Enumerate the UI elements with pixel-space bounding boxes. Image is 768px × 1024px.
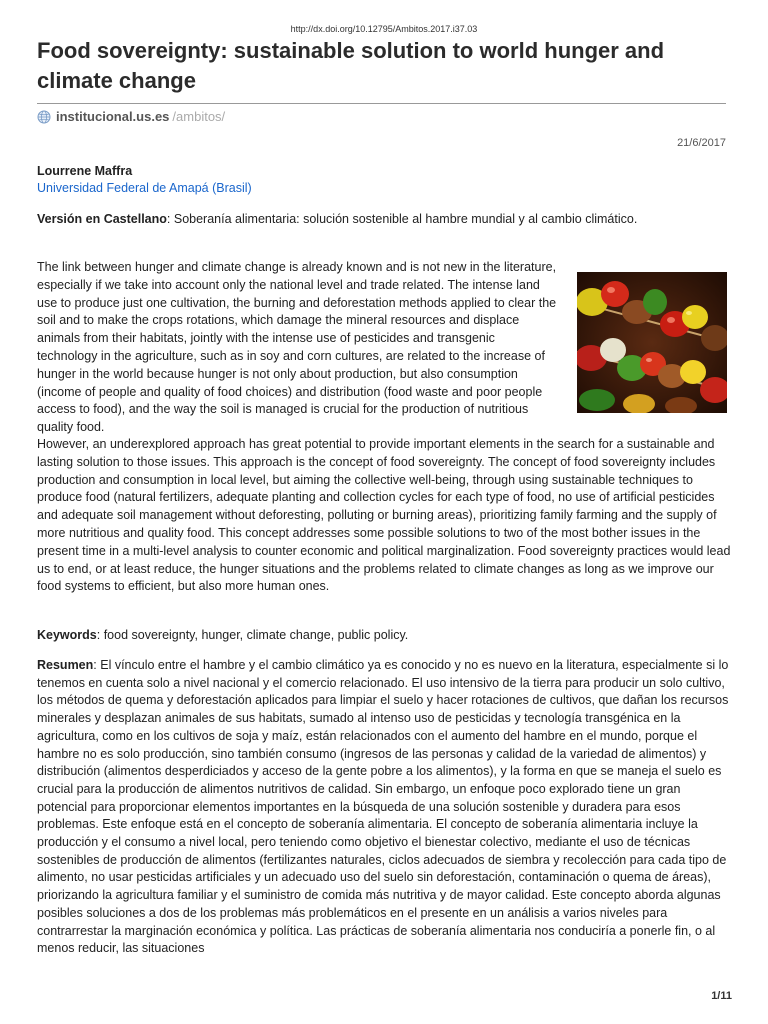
- page-number: 1/11: [711, 990, 732, 1002]
- doi-link[interactable]: http://dx.doi.org/10.12795/Ambitos.2017.i37.03: [290, 24, 478, 34]
- abstract-paragraph-2: However, an underexplored approach has great potential to provide important elements in the search for a sustainable and lasting solution to those issues. This approach is the concept of food sovereignty. The concept of food sovereignty includes production and consumption in local level, but aiming the collective well-being, through using sustainable techniques to produce food (natural fertilizers, adequate planting and collection cycles for each type of food, no use of artificial pesticides and adequate soil management without deforesting, polluting or burning areas), prioritizing family farming and the supply of more nutritious and quality food. This concept addresses some possible solutions to two of the most bother issues in the present time in a multi-level analysis to counter economic and political marginalization. Food sovereignty practices would lead us to end, or at least reduce, the hunger situations and the problems related to climate changes as long as we improve our food systems to efficient, but also more human ones.: [37, 437, 731, 594]
- source-host-link[interactable]: institucional.us.es: [56, 109, 170, 124]
- keywords-line: [37, 627, 732, 644]
- resumen-text: : El vínculo entre el hambre y el cambio climático ya es conocido y no es nuevo en la literatura, especialmente si lo tenemos en cuenta solo a nivel nacional y el comercio relacionado. El uso intensivo de la tierra para producir un solo cultivo, los métodos de quema y deforestación aplicados para limpiar el suelo y hacer rotaciones de cultivos, que dañan los recursos minerales y desplazan animales de sus habitats, sumado al intenso uso de pesticidas y tecnología transgénica en la agricultura, como en los cultivos de soja y maíz, están relacionados con el aumento del hambre en el mundo, porque el hambre no es solo producción, sino también consumo (ingresos de las personas y calidad de la variedad de alimentos) y distribución (alimentos desperdiciados y acceso de la gente pobre a los alimentos), y la forma en que se maneja el suelo es crucial para la producción de alimentos nutritivos de calidad. Sin embargo, un enfoque poco explorado tiene un gran potencial para proporcionar elementos importantes en la búsqueda de una solución sostenible y duradera para esos problemas. Este enfoque está en el concepto de soberanía alimentaria. El concepto de soberanía alimentaria incluye la producción y el consumo a nivel local, pero teniendo como objetivo el bienestar colectivo, mediante el uso de técnicas sostenibles de producción de alimentos (fertilizantes naturales, ciclos adecuados de siembra y recolección para cada tipo de alimento, no usar pesticidas artificiales y un adecuado uso del suelo sin deforestación, contaminación o quema de áreas), priorizando la agricultura familiar y el suministro de comida más nutritiva y de mayor calidad. Este concepto aborda algunas posibles soluciones a dos de los problemas más problemáticos en el presente en un análisis a varios niveles para contrarrestar la marginación económica y política. Las prácticas de soberanía alimentaria nos conduciría a ponerle fin, o al menos reducir, las situaciones: [37, 658, 729, 956]
- spanish-version-line: [37, 211, 737, 228]
- author-block: [37, 163, 252, 197]
- title-divider: [37, 103, 726, 104]
- spanish-version-label: Versión en Castellano: [37, 212, 167, 226]
- source-line: [37, 108, 225, 126]
- abstract-paragraph-1: The link between hunger and climate change is already known and is not new in the literature, especially if we take into account only the national level and trade related. The intense land use to produce just one cultivation, the burning and deforestation methods applied to clear the soil and to make the crops rotations, which damage the mineral resources and displace animals from their habitats, jointly with the intense use of pesticides and transgenic technology in the agriculture, such as in soy and corn cultures, are related to the increase of hunger in the world because hunger is not only about production, but also consumption (income of people and quality of food choices) and distribution (food waste and poor people access to food), and the way the soil is managed is crucial for the production of nutritious quality food.: [37, 260, 557, 435]
- keywords-label: Keywords: [37, 628, 97, 642]
- article-title: Food sovereignty: sustainable solution to world hunger and climate change: [37, 38, 665, 93]
- resumen-label: Resumen: [37, 658, 94, 672]
- author-name: Lourrene Maffra: [37, 164, 133, 178]
- resumen-paragraph: [37, 657, 732, 958]
- spanish-version-title: : Soberanía alimentaria: solución sostenible al hambre mundial y al cambio climático.: [166, 212, 638, 226]
- globe-icon: [37, 110, 51, 124]
- publication-date: 21/6/2017: [677, 137, 726, 149]
- keywords-text: : food sovereignty, hunger, climate change, public policy.: [96, 628, 409, 642]
- author-affiliation-link[interactable]: Universidad Federal de Amapá (Brasil): [37, 181, 252, 195]
- vegetable-skewers-photo: [577, 272, 727, 413]
- source-path-link[interactable]: /ambitos/: [172, 109, 226, 124]
